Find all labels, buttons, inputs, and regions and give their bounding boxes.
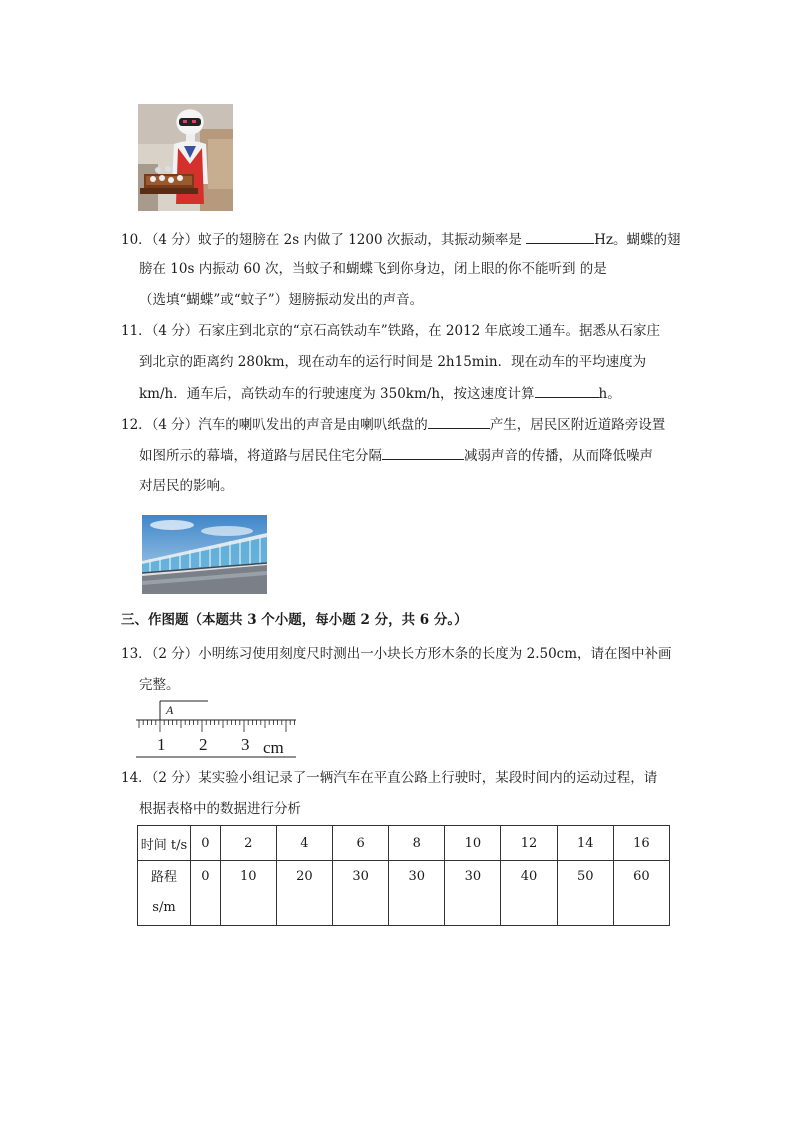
ruler-tick-label-2: 2	[199, 735, 208, 754]
table-cell: 10	[445, 826, 501, 861]
sound-barrier-image	[142, 515, 267, 594]
q10-text-a: 10．（4 分）蚊子的翅膀在 2s 内做了 1200 次振动，其振动频率是	[121, 232, 527, 248]
table-cell: 12	[501, 826, 557, 861]
q11-line1: 11．（4 分）石家庄到北京的“京石高铁动车”铁路，在 2012 年底竣工通车。据悉从石家庄	[121, 323, 661, 339]
table-header-distance-a: 路程	[150, 870, 177, 885]
q12-blank-vibration[interactable]	[428, 414, 490, 429]
q12-blank-propagation[interactable]	[382, 445, 464, 460]
q13-line1: 13．（2 分）小明练习使用刻度尺时测出一小块长方形木条的长度为 2.50cm，请在图中补画	[121, 646, 672, 662]
block-label-a: A	[166, 703, 174, 717]
motion-data-table	[137, 825, 670, 926]
table-header-distance-b: s/m	[152, 900, 176, 915]
ruler-tick-label-3: 3	[241, 735, 250, 754]
robot-waiter-image	[138, 104, 233, 211]
q10-line3: （选填“蝴蝶”或“蚊子”）翅膀振动发出的声音。	[139, 292, 424, 308]
q11-text-b: h。	[598, 386, 621, 402]
section-3-heading: 三、作图题（本题共 3 个小题，每小题 2 分，共 6 分。）	[121, 612, 468, 628]
table-cell: 20	[276, 861, 332, 926]
table-cell: 8	[389, 826, 445, 861]
q11-blank-time[interactable]	[535, 383, 599, 398]
table-cell: 50	[557, 861, 613, 926]
table-header-time: 时间 t/s	[138, 826, 191, 861]
q12-text-a: 12．（4 分）汽车的喇叭发出的声音是由喇叭纸盘的	[121, 417, 428, 433]
q10-text-b: Hz。蝴蝶的翅	[594, 232, 681, 248]
table-cell: 4	[276, 826, 332, 861]
q11-text-a: km/h．通车后，高铁动车的行驶速度为 350km/h，按这速度计算	[139, 386, 535, 402]
q12-text-b: 产生，居民区附近道路旁设置	[489, 417, 666, 433]
table-cell: 6	[333, 826, 389, 861]
q12-text-c: 如图所示的幕墙，将道路与居民住宅分隔	[139, 448, 382, 464]
q13-line2: 完整。	[139, 677, 180, 693]
q12-text-d: 减弱声音的传播，从而降低噪声	[464, 448, 653, 464]
q11-line3	[139, 383, 621, 404]
table-row-time	[138, 826, 670, 861]
table-cell: 30	[333, 861, 389, 926]
ruler-tick-label-1: 1	[157, 735, 166, 754]
q12-line2	[139, 445, 653, 466]
table-cell: 2	[220, 826, 276, 861]
ruler-diagram	[136, 700, 301, 758]
table-cell: 0	[191, 861, 221, 926]
table-cell: 30	[389, 861, 445, 926]
q10-line1	[121, 229, 681, 250]
table-cell: 16	[613, 826, 669, 861]
table-cell: 14	[557, 826, 613, 861]
table-cell: 40	[501, 861, 557, 926]
q11-line2: 到北京的距离约 280km，现在动车的运行时间是 2h15min．现在动车的平均速度为	[139, 354, 647, 370]
q14-line1: 14．（2 分）某实验小组记录了一辆汽车在平直公路上行驶时，某段时间内的运动过程，请	[121, 770, 658, 786]
q12-line1	[121, 414, 665, 435]
table-cell: 30	[445, 861, 501, 926]
q12-line3: 对居民的影响。	[139, 478, 234, 494]
table-row-distance	[138, 861, 670, 926]
q10-blank-frequency[interactable]	[526, 229, 594, 244]
table-header-distance	[138, 861, 191, 926]
table-cell: 60	[613, 861, 669, 926]
table-cell: 0	[191, 826, 221, 861]
q10-line2: 膀在 10s 内振动 60 次，当蚊子和蝴蝶飞到你身边，闭上眼的你不能听到 的是	[139, 261, 607, 277]
ruler-unit-label: cm	[263, 738, 284, 757]
table-cell: 10	[220, 861, 276, 926]
q14-line2: 根据表格中的数据进行分析	[139, 801, 301, 817]
